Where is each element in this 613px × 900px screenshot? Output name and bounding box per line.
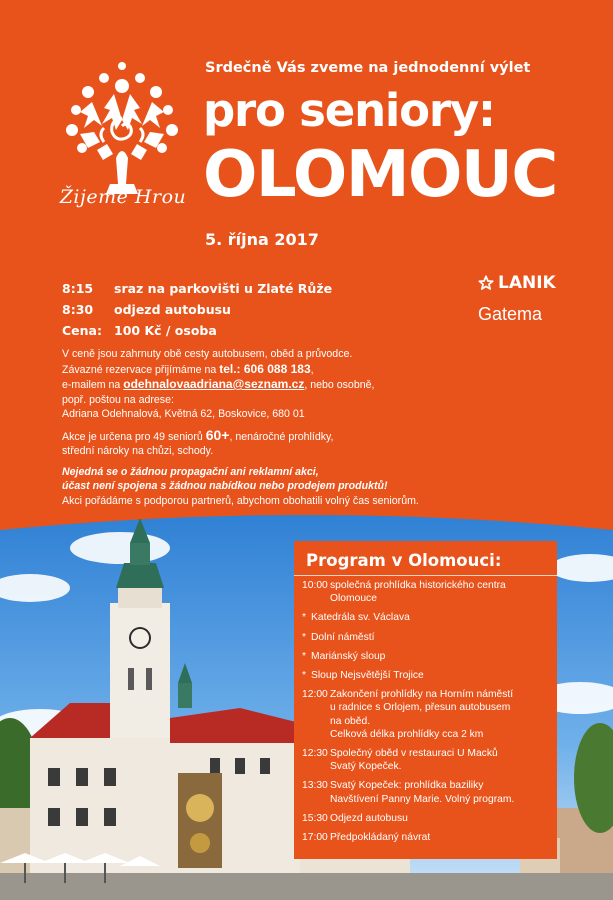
info-line: V ceně jsou zahrnuty obě cesty autobusem, oběd a průvodce. <box>62 348 353 360</box>
program-time: * <box>302 631 307 643</box>
phone-number: tel.: 606 088 183 <box>219 361 311 376</box>
star-icon <box>478 275 494 291</box>
program-list <box>302 579 549 844</box>
program-time: 12:30 <box>302 748 328 760</box>
program-item <box>302 812 549 825</box>
program-time: 13:30 <box>302 780 328 792</box>
logo-text: Žijeme Hrou <box>59 186 187 208</box>
sponsor-lanik-label: LANIK <box>498 273 556 293</box>
info-text: , nebo osobně, <box>304 379 375 391</box>
program-text: Předpokládaný návrat <box>330 832 431 844</box>
program-time: 12:00 <box>302 689 328 701</box>
info-address: Adriana Odehnalová, Květná 62, Boskovice, 680 01 <box>62 408 305 420</box>
program-item <box>302 688 549 741</box>
program-time: 15:30 <box>302 812 328 824</box>
program-box <box>294 541 557 859</box>
info-text: , <box>310 363 314 376</box>
sponsor-lanik <box>478 273 556 293</box>
info-line <box>62 428 562 445</box>
invite-text: Srdečně Vás zveme na jednodenní výlet <box>205 60 531 76</box>
program-time: 10:00 <box>302 580 328 591</box>
schedule-time: Cena: <box>62 323 102 338</box>
schedule-text: odjezd autobusu <box>114 302 231 317</box>
program-text: Mariánský sloup <box>311 650 386 662</box>
program-text: Dolní náměstí <box>311 631 375 643</box>
program-item <box>302 831 549 844</box>
info-line <box>62 362 562 378</box>
program-item <box>302 779 549 805</box>
schedule-row <box>62 320 332 341</box>
program-time: * <box>302 612 307 624</box>
program-item <box>302 579 549 605</box>
program-time: 17:00 <box>302 832 328 844</box>
event-date: 5. října 2017 <box>205 230 319 249</box>
schedule <box>62 278 332 341</box>
schedule-row <box>62 278 332 299</box>
schedule-text: 100 Kč / osoba <box>114 323 217 338</box>
program-text: Katedrála sv. Václava <box>311 612 410 624</box>
info-block <box>62 347 562 508</box>
title-line-2: OLOMOUC <box>203 138 557 212</box>
program-text: Sloup Nejsvětější Trojice <box>311 670 424 682</box>
info-text: Závazné rezervace přijímáme na <box>62 363 220 376</box>
sponsor-gatema: Gatema <box>478 304 543 324</box>
program-text: společná prohlídka historického centra Olomouce <box>330 580 506 605</box>
schedule-time: 8:30 <box>62 302 94 317</box>
program-text: Svatý Kopeček: prohlídka baziliky Navštívení Panny Marie. Volný program. <box>330 780 515 805</box>
disclaimer: Nejedná se o žádnou propagační ani reklamní akci, <box>62 465 319 478</box>
age-badge: 60+ <box>205 426 230 443</box>
program-text: Odjezd autobusu <box>330 812 408 824</box>
info-text: , nenáročné prohlídky, <box>229 430 334 443</box>
schedule-text: sraz na parkovišti u Zlaté Růže <box>114 281 333 296</box>
program-item <box>302 650 549 663</box>
program-title: Program v Olomouci: <box>306 551 502 570</box>
program-time: * <box>302 670 307 682</box>
info-line <box>62 377 562 393</box>
info-line: střední nároky na chůzi, schody. <box>62 445 214 457</box>
program-item <box>302 611 549 624</box>
program-item <box>302 669 549 682</box>
title-line-1: pro seniory: <box>203 84 495 137</box>
info-text: Akce je určena pro 49 seniorů <box>62 430 206 443</box>
schedule-time: 8:15 <box>62 281 94 296</box>
program-text: Zakončení prohlídky na Horním náměstí u radnice s Orlojem, přesun autobusem na oběd. Celková délka prohlídky cca 2 km <box>330 689 514 740</box>
program-time: * <box>302 650 307 662</box>
info-text: e-mailem na <box>62 379 124 391</box>
program-text: Společný oběd v restauraci U Macků Svatý Kopeček. <box>330 748 498 773</box>
program-item <box>302 747 549 773</box>
email-link[interactable]: odehnalovaadriana@seznam.cz <box>123 377 305 391</box>
disclaimer: účast není spojena s žádnou nabídkou nebo prodejem produktů! <box>62 480 388 492</box>
schedule-row <box>62 299 332 320</box>
program-item <box>302 631 549 644</box>
info-line: popř. poštou na adrese: <box>62 393 174 406</box>
info-line: Akci pořádáme s podporou partnerů, abychom obohatili volný čas seniorům. <box>62 494 419 507</box>
